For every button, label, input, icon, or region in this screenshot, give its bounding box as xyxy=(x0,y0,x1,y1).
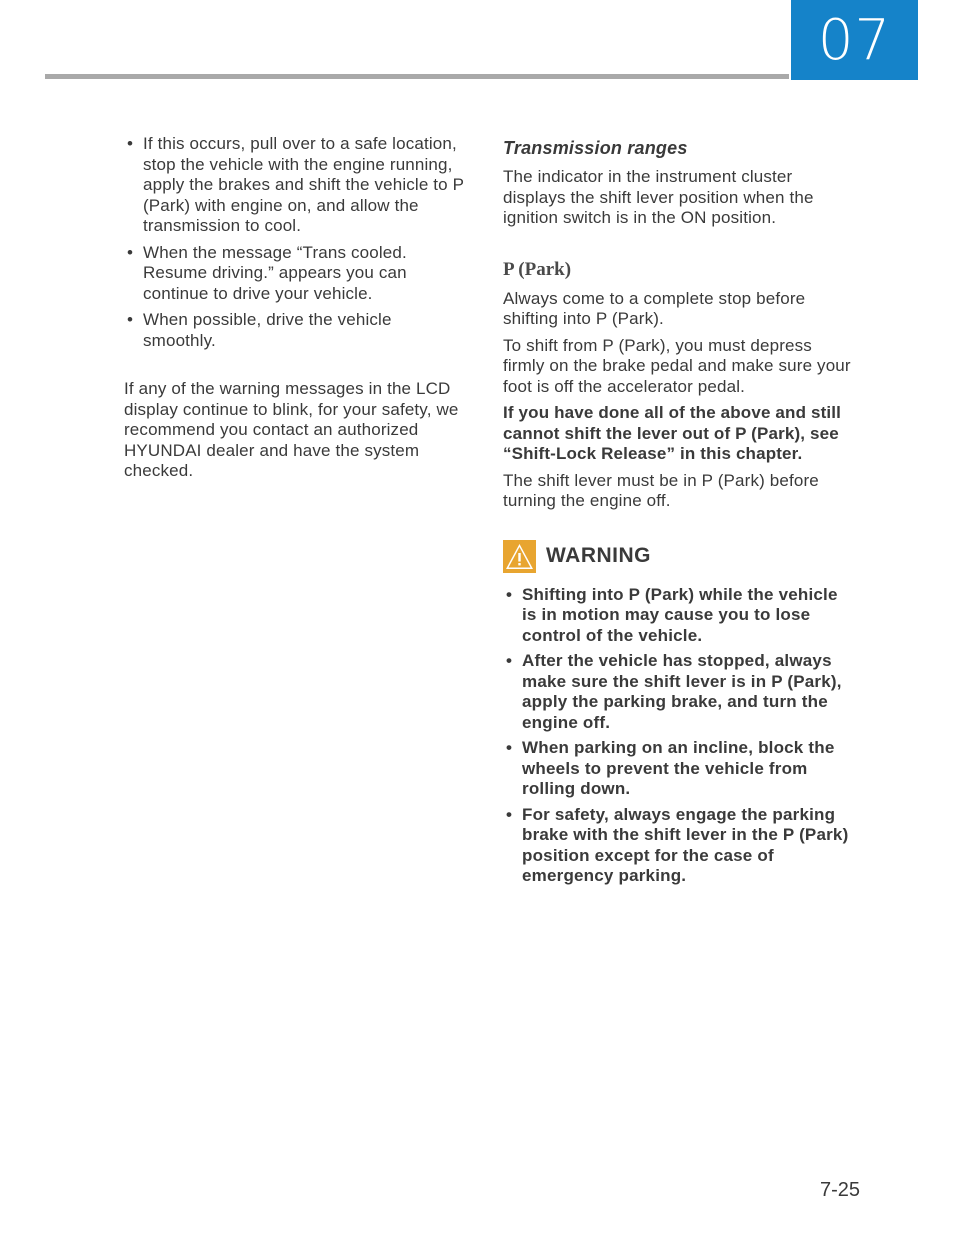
list-item: • For safety, always engage the parking brake with the shift lever in the P (Park) position except for the case of emergency parking. xyxy=(506,804,849,885)
warning-list xyxy=(503,585,853,887)
chapter-tab: 07 xyxy=(791,0,918,80)
park-paragraph-1: Always come to a complete stop before shifting into P (Park). xyxy=(503,288,806,328)
header-rule xyxy=(45,74,789,79)
page-number: 7-25 xyxy=(819,1179,860,1201)
warning-header xyxy=(503,540,853,573)
intro-paragraph: The indicator in the instrument cluster displays the shift lever position when the ignition switch is in the ON position. xyxy=(503,167,814,227)
list-item: • When parking on an incline, block the wheels to prevent the vehicle from rolling down. xyxy=(506,738,835,798)
left-column xyxy=(124,134,464,482)
subsection-title: P (Park) xyxy=(503,258,572,280)
park-paragraph-3: The shift lever must be in P (Park) before turning the engine off. xyxy=(503,470,819,510)
warning-title: WARNING xyxy=(546,544,651,567)
right-column xyxy=(503,134,853,892)
list-item: • If this occurs, pull over to a safe location, stop the vehicle with the engine running, apply the brakes and shift the vehicle to P (Park) with engine on, and allow the transmission to cool. xyxy=(127,134,464,235)
left-bullet-list xyxy=(124,134,464,351)
warning-triangle-icon xyxy=(503,540,536,573)
list-item: • Shifting into P (Park) while the vehicle is in motion may cause you to lose control of the vehicle. xyxy=(506,584,838,645)
left-paragraph: If any of the warning messages in the LCD display continue to blink, for your safety, we recommend you contact an authorized HYUNDAI dealer and have the system checked. xyxy=(124,379,459,480)
section-title: Transmission ranges xyxy=(503,138,688,158)
list-item: • When the message “Trans cooled. Resume driving.” appears you can continue to drive your vehicle. xyxy=(127,242,407,303)
park-paragraph-bold: If you have done all of the above and still cannot shift the lever out of P (Park), see “Shift-Lock Release” in this chapter. xyxy=(503,403,842,463)
park-paragraph-2: To shift from P (Park), you must depress firmly on the brake pedal and make sure your foot is off the accelerator pedal. xyxy=(503,335,851,396)
list-item: • When possible, drive the vehicle smoothly. xyxy=(127,310,392,350)
list-item: • After the vehicle has stopped, always make sure the shift lever is in P (Park), apply the parking brake, and turn the engine off. xyxy=(506,651,842,732)
